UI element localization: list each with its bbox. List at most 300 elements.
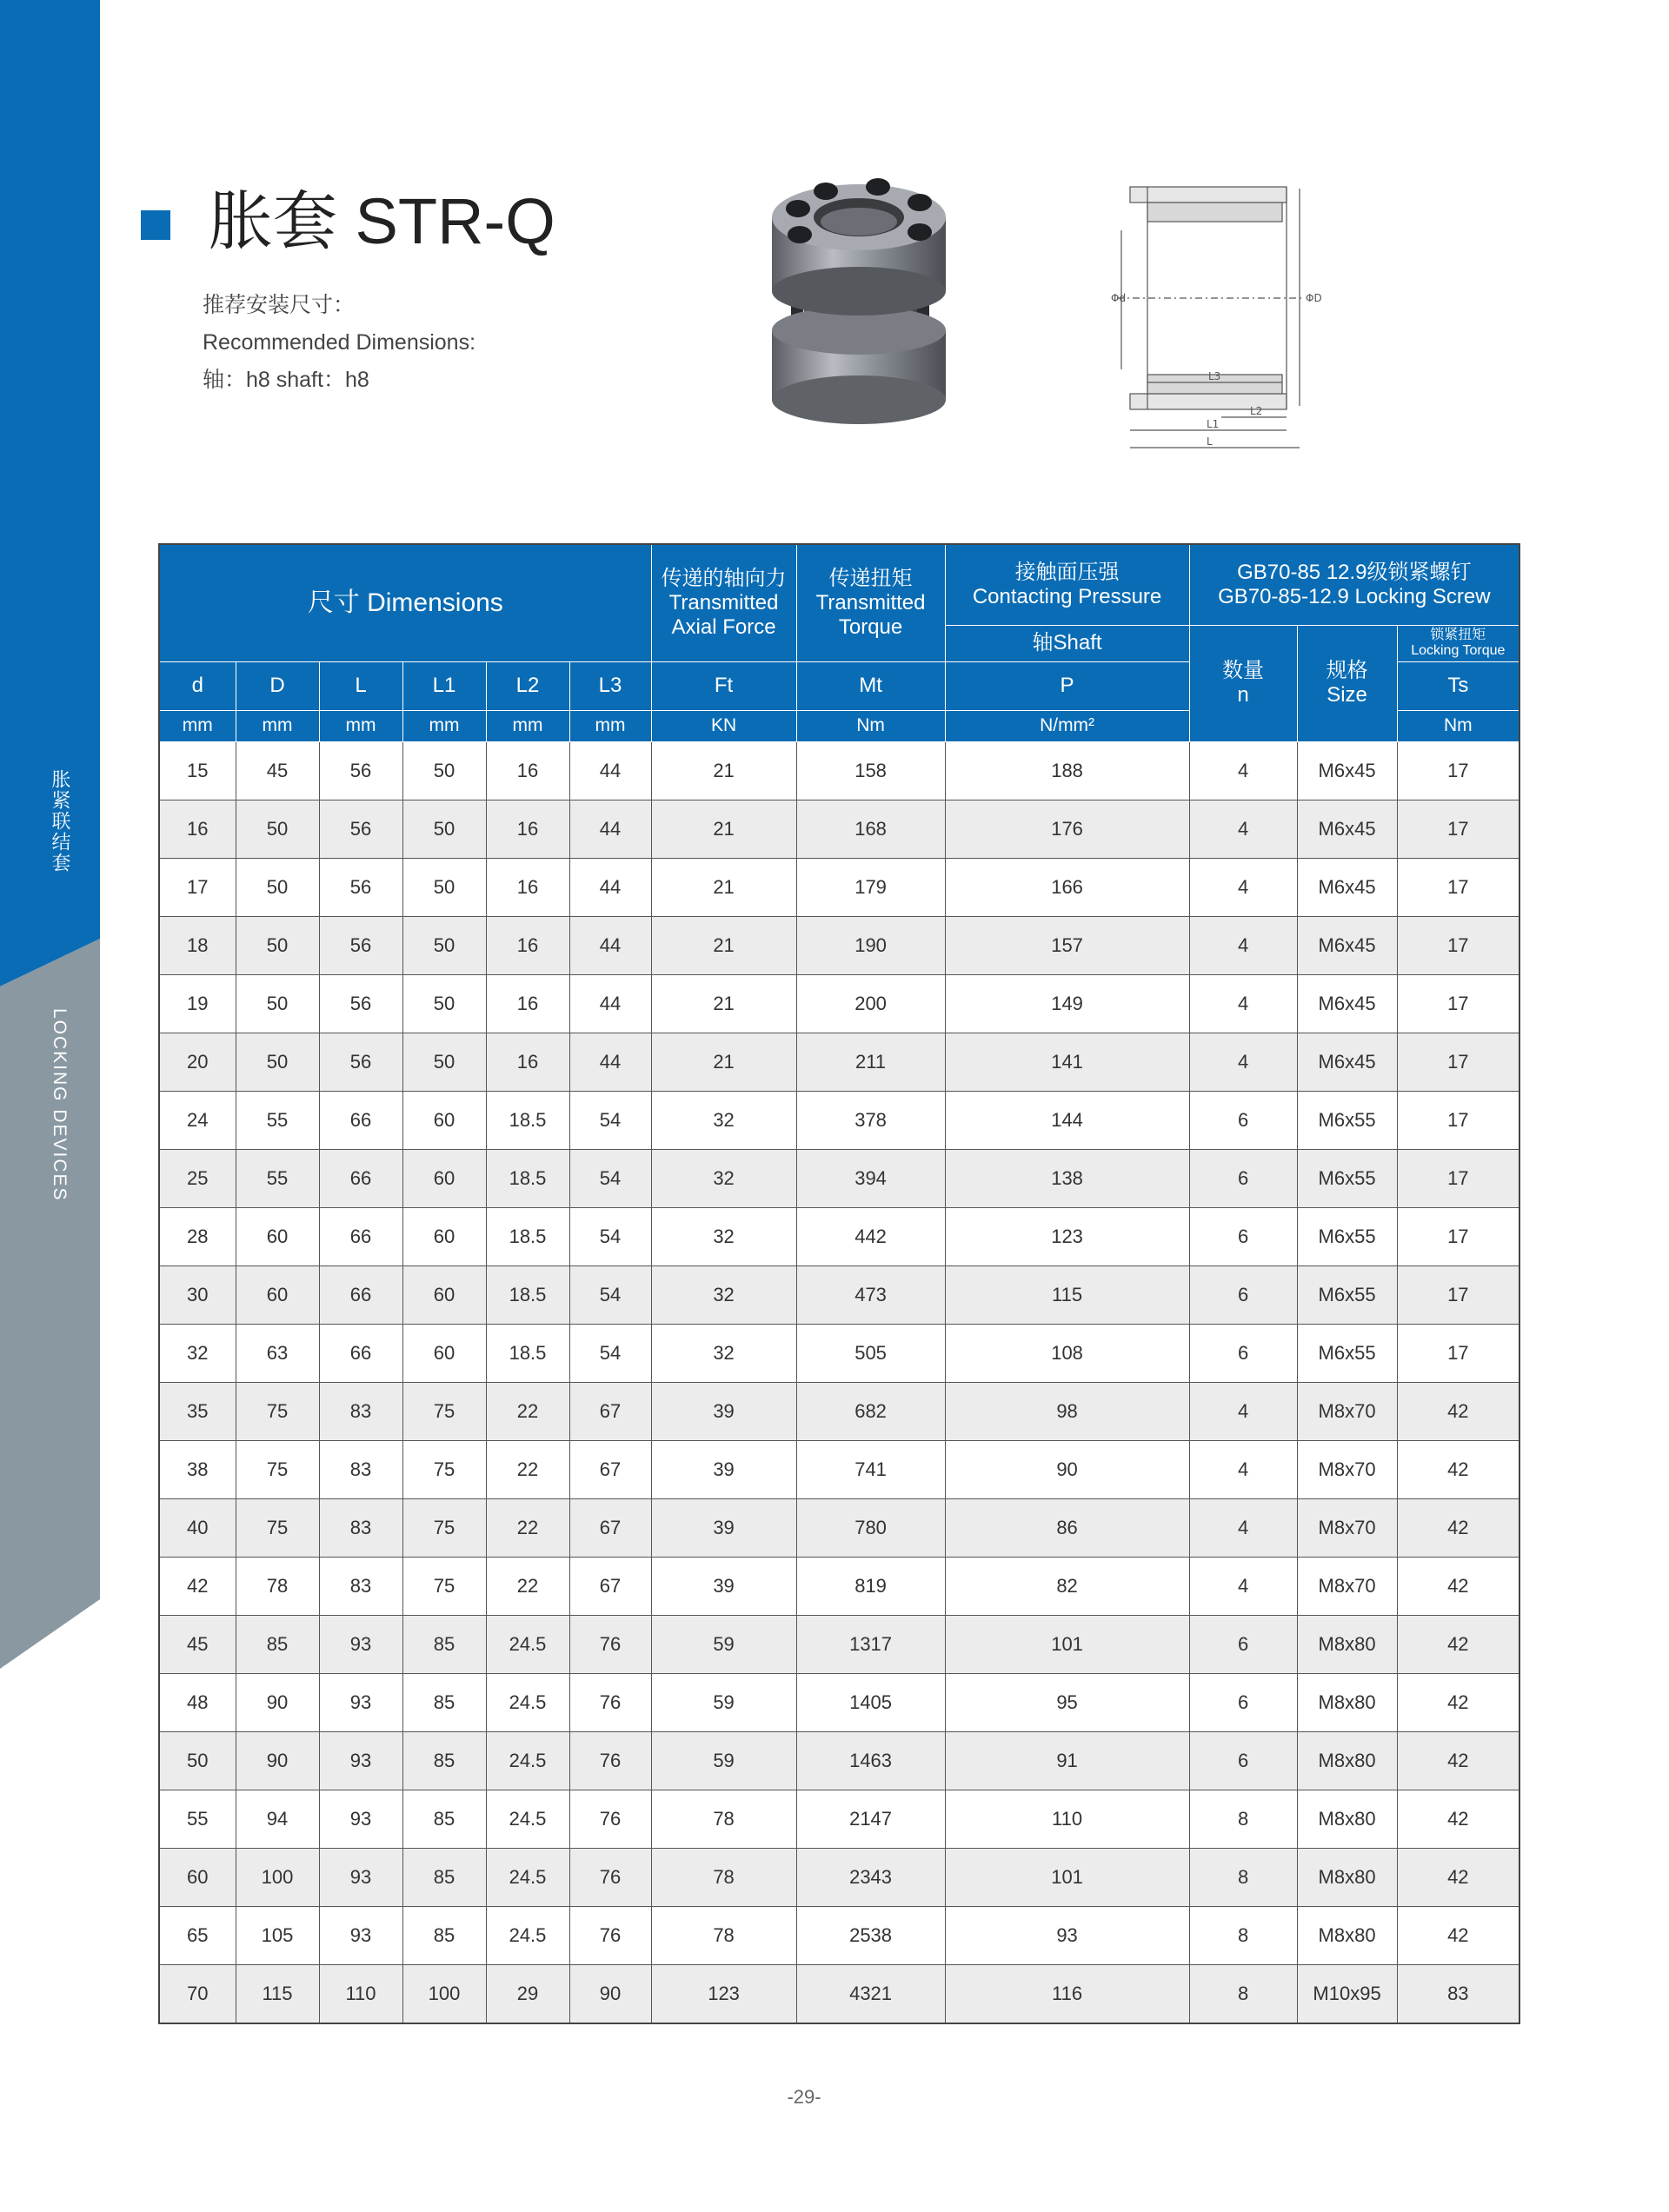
table-row	[159, 1091, 1519, 1149]
table-cell: 85	[402, 1906, 486, 1964]
table-cell: 682	[796, 1382, 945, 1440]
table-cell: 59	[651, 1731, 796, 1790]
column-symbol-l: L	[319, 661, 402, 710]
table-cell: 54	[569, 1091, 651, 1149]
table-cell: 18.5	[486, 1207, 569, 1265]
table-cell: M6x55	[1297, 1207, 1397, 1265]
drawing-label-L3: L3	[1208, 370, 1221, 382]
table-cell: 4	[1189, 1033, 1297, 1091]
table-cell: 100	[236, 1848, 319, 1906]
table-cell: 18.5	[486, 1149, 569, 1207]
table-cell: 1405	[796, 1673, 945, 1731]
table-cell: 24.5	[486, 1673, 569, 1731]
table-cell: 48	[159, 1673, 236, 1731]
table-cell: 93	[319, 1615, 402, 1673]
drawing-label-L2: L2	[1250, 405, 1263, 417]
table-cell: 76	[569, 1790, 651, 1848]
table-cell: 44	[569, 800, 651, 858]
table-cell: 4	[1189, 1498, 1297, 1557]
table-cell: 144	[945, 1091, 1189, 1149]
table-row	[159, 800, 1519, 858]
table-cell: 75	[402, 1440, 486, 1498]
table-cell: 82	[945, 1557, 1189, 1615]
table-cell: 188	[945, 741, 1189, 800]
table-cell: 157	[945, 916, 1189, 974]
table-cell: 44	[569, 974, 651, 1033]
table-cell: 18.5	[486, 1265, 569, 1324]
table-cell: 21	[651, 800, 796, 858]
table-cell: 2343	[796, 1848, 945, 1906]
table-cell: 60	[402, 1091, 486, 1149]
table-cell: 50	[236, 800, 319, 858]
table-cell: 56	[319, 974, 402, 1033]
table-cell: 56	[319, 858, 402, 916]
sidebar-label-cn: 胀紧联结套	[50, 769, 71, 874]
table-cell: 42	[1397, 1906, 1519, 1964]
table-cell: 50	[402, 800, 486, 858]
table-row	[159, 1906, 1519, 1964]
table-cell: 93	[319, 1673, 402, 1731]
table-cell: 67	[569, 1557, 651, 1615]
table-cell: 42	[1397, 1440, 1519, 1498]
column-unit: mm	[402, 710, 486, 741]
table-cell: 108	[945, 1324, 1189, 1382]
table-cell: M10x95	[1297, 1964, 1397, 2023]
torque-header: 传递扭矩 Transmitted Torque	[796, 544, 945, 661]
table-cell: 39	[651, 1557, 796, 1615]
table-cell: 76	[569, 1615, 651, 1673]
table-cell: 39	[651, 1382, 796, 1440]
table-row	[159, 1440, 1519, 1498]
table-cell: 8	[1189, 1848, 1297, 1906]
table-cell: 50	[236, 858, 319, 916]
table-cell: M8x80	[1297, 1906, 1397, 1964]
table-cell: 66	[319, 1265, 402, 1324]
recommend-cn: 推荐安装尺寸：	[203, 293, 356, 317]
table-cell: 2538	[796, 1906, 945, 1964]
quantity-header: 数量 n	[1189, 625, 1297, 741]
table-cell: 22	[486, 1498, 569, 1557]
table-cell: 44	[569, 1033, 651, 1091]
table-cell: M8x70	[1297, 1440, 1397, 1498]
table-cell: 8	[1189, 1906, 1297, 1964]
table-cell: 442	[796, 1207, 945, 1265]
table-cell: 115	[236, 1964, 319, 2023]
table-cell: 90	[569, 1964, 651, 2023]
table-row	[159, 1033, 1519, 1091]
table-row	[159, 858, 1519, 916]
table-cell: 211	[796, 1033, 945, 1091]
table-cell: 40	[159, 1498, 236, 1557]
table-cell: 4	[1189, 916, 1297, 974]
column-symbol-l1: L1	[402, 661, 486, 710]
table-cell: 176	[945, 800, 1189, 858]
table-cell: 158	[796, 741, 945, 800]
table-cell: M6x55	[1297, 1091, 1397, 1149]
table-cell: 78	[651, 1790, 796, 1848]
table-cell: 66	[319, 1324, 402, 1382]
table-cell: 115	[945, 1265, 1189, 1324]
table-cell: 67	[569, 1382, 651, 1440]
table-row	[159, 1848, 1519, 1906]
table-cell: 50	[236, 916, 319, 974]
table-row	[159, 1265, 1519, 1324]
table-cell: 30	[159, 1265, 236, 1324]
table-cell: 29	[486, 1964, 569, 2023]
table-cell: 90	[236, 1673, 319, 1731]
table-cell: 110	[319, 1964, 402, 2023]
column-unit: mm	[159, 710, 236, 741]
table-cell: 85	[402, 1790, 486, 1848]
table-cell: M8x80	[1297, 1731, 1397, 1790]
table-cell: 6	[1189, 1091, 1297, 1149]
recommend-shaft: 轴：h8 shaft：h8	[203, 368, 369, 392]
table-cell: 35	[159, 1382, 236, 1440]
table-cell: 42	[1397, 1848, 1519, 1906]
table-cell: 93	[319, 1906, 402, 1964]
table-cell: 78	[236, 1557, 319, 1615]
table-cell: 75	[236, 1498, 319, 1557]
table-cell: 63	[236, 1324, 319, 1382]
dimensions-header: 尺寸 Dimensions	[159, 544, 651, 661]
table-cell: 76	[569, 1731, 651, 1790]
table-cell: 138	[945, 1149, 1189, 1207]
table-cell: 60	[402, 1265, 486, 1324]
table-cell: 67	[569, 1440, 651, 1498]
table-cell: 168	[796, 800, 945, 858]
table-cell: 17	[1397, 858, 1519, 916]
table-cell: 22	[486, 1440, 569, 1498]
table-cell: 60	[236, 1265, 319, 1324]
table-cell: 17	[1397, 1265, 1519, 1324]
column-symbol-ft: Ft	[651, 661, 796, 710]
table-cell: 21	[651, 858, 796, 916]
table-cell: 6	[1189, 1324, 1297, 1382]
table-cell: 141	[945, 1033, 1189, 1091]
table-cell: 4	[1189, 741, 1297, 800]
table-cell: M6x55	[1297, 1149, 1397, 1207]
table-cell: 93	[945, 1906, 1189, 1964]
table-cell: M6x55	[1297, 1324, 1397, 1382]
table-cell: 32	[651, 1265, 796, 1324]
table-cell: 819	[796, 1557, 945, 1615]
table-cell: 85	[402, 1848, 486, 1906]
table-cell: 83	[319, 1382, 402, 1440]
drawing-label-L1: L1	[1207, 418, 1220, 430]
column-symbol-d: d	[159, 661, 236, 710]
drawing-label-L: L	[1207, 435, 1213, 448]
table-cell: 18.5	[486, 1091, 569, 1149]
table-cell: 42	[1397, 1673, 1519, 1731]
table-cell: 50	[159, 1731, 236, 1790]
table-cell: 50	[402, 741, 486, 800]
table-cell: 38	[159, 1440, 236, 1498]
table-cell: 65	[159, 1906, 236, 1964]
table-cell: 56	[319, 1033, 402, 1091]
column-symbol-l3: L3	[569, 661, 651, 710]
specification-table	[158, 543, 1519, 2024]
table-cell: 24	[159, 1091, 236, 1149]
table-row	[159, 1557, 1519, 1615]
column-unit: KN	[651, 710, 796, 741]
table-cell: 86	[945, 1498, 1189, 1557]
column-unit: mm	[569, 710, 651, 741]
table-cell: 60	[402, 1149, 486, 1207]
table-cell: 101	[945, 1848, 1189, 1906]
table-cell: 54	[569, 1149, 651, 1207]
column-symbol-mt: Mt	[796, 661, 945, 710]
table-cell: 76	[569, 1673, 651, 1731]
column-unit: mm	[319, 710, 402, 741]
table-cell: 100	[402, 1964, 486, 2023]
table-cell: 83	[319, 1440, 402, 1498]
table-cell: 6	[1189, 1731, 1297, 1790]
table-cell: 741	[796, 1440, 945, 1498]
table-cell: 1463	[796, 1731, 945, 1790]
table-cell: 190	[796, 916, 945, 974]
table-cell: 1317	[796, 1615, 945, 1673]
table-cell: 44	[569, 741, 651, 800]
column-symbol-d: D	[236, 661, 319, 710]
table-cell: 75	[402, 1557, 486, 1615]
table-cell: M6x45	[1297, 916, 1397, 974]
table-cell: 17	[159, 858, 236, 916]
recommend-en: Recommended Dimensions:	[203, 330, 476, 355]
table-cell: 505	[796, 1324, 945, 1382]
table-cell: 67	[569, 1498, 651, 1557]
table-cell: 42	[1397, 1382, 1519, 1440]
table-cell: 16	[486, 858, 569, 916]
table-cell: 4	[1189, 858, 1297, 916]
table-cell: 32	[651, 1091, 796, 1149]
table-cell: 17	[1397, 741, 1519, 800]
table-cell: M8x80	[1297, 1790, 1397, 1848]
locking-torque-header: 锁紧扭矩 Locking Torque	[1397, 625, 1519, 661]
table-cell: 85	[402, 1615, 486, 1673]
table-cell: 54	[569, 1207, 651, 1265]
table-cell: 2147	[796, 1790, 945, 1848]
table-cell: 4321	[796, 1964, 945, 2023]
column-symbol-l2: L2	[486, 661, 569, 710]
table-body	[159, 741, 1519, 2023]
table-cell: 56	[319, 741, 402, 800]
table-cell: 149	[945, 974, 1189, 1033]
table-row	[159, 1615, 1519, 1673]
drawing-label-D: ΦD	[1306, 292, 1322, 304]
table-cell: 780	[796, 1498, 945, 1557]
table-cell: 18	[159, 916, 236, 974]
table-cell: 166	[945, 858, 1189, 916]
table-cell: 4	[1189, 1382, 1297, 1440]
table-cell: 25	[159, 1149, 236, 1207]
size-header: 规格 Size	[1297, 625, 1397, 741]
table-row	[159, 1964, 1519, 2023]
column-unit: Nm	[1397, 710, 1519, 741]
table-cell: 19	[159, 974, 236, 1033]
table-cell: 42	[1397, 1731, 1519, 1790]
table-cell: 78	[651, 1848, 796, 1906]
table-cell: 42	[1397, 1615, 1519, 1673]
table-cell: 50	[236, 1033, 319, 1091]
table-cell: 20	[159, 1033, 236, 1091]
table-cell: 66	[319, 1091, 402, 1149]
table-cell: 78	[651, 1906, 796, 1964]
table-cell: 45	[159, 1615, 236, 1673]
table-cell: 4	[1189, 1557, 1297, 1615]
table-cell: 17	[1397, 916, 1519, 974]
table-cell: 66	[319, 1149, 402, 1207]
table-cell: 8	[1189, 1964, 1297, 2023]
table-row	[159, 1498, 1519, 1557]
table-cell: 105	[236, 1906, 319, 1964]
table-cell: M8x70	[1297, 1557, 1397, 1615]
table-cell: 123	[651, 1964, 796, 2023]
table-row	[159, 1790, 1519, 1848]
table-cell: M8x80	[1297, 1615, 1397, 1673]
table-cell: M6x45	[1297, 858, 1397, 916]
table-cell: 21	[651, 741, 796, 800]
table-cell: 42	[1397, 1498, 1519, 1557]
technical-drawing	[1104, 178, 1434, 461]
table-cell: 60	[236, 1207, 319, 1265]
table-cell: M8x70	[1297, 1382, 1397, 1440]
table-cell: 24.5	[486, 1906, 569, 1964]
table-cell: 4	[1189, 974, 1297, 1033]
table-cell: 50	[402, 974, 486, 1033]
table-cell: M6x45	[1297, 741, 1397, 800]
table-cell: 66	[319, 1207, 402, 1265]
table-cell: 21	[651, 1033, 796, 1091]
table-cell: 59	[651, 1673, 796, 1731]
drawing-label-d: Φd	[1111, 292, 1127, 304]
shaft-header: 轴Shaft	[945, 625, 1189, 661]
table-cell: M6x45	[1297, 1033, 1397, 1091]
table-cell: 24.5	[486, 1731, 569, 1790]
table-cell: 42	[1397, 1557, 1519, 1615]
table-cell: 22	[486, 1382, 569, 1440]
table-cell: 75	[236, 1440, 319, 1498]
table-cell: 56	[319, 800, 402, 858]
table-cell: 18.5	[486, 1324, 569, 1382]
table-cell: 17	[1397, 1033, 1519, 1091]
table-cell: M8x80	[1297, 1673, 1397, 1731]
table-row	[159, 1149, 1519, 1207]
table-cell: 32	[651, 1207, 796, 1265]
table-cell: 6	[1189, 1149, 1297, 1207]
table-cell: 70	[159, 1964, 236, 2023]
table-cell: 93	[319, 1790, 402, 1848]
table-cell: M8x70	[1297, 1498, 1397, 1557]
table-cell: 32	[159, 1324, 236, 1382]
table-cell: 54	[569, 1324, 651, 1382]
column-symbol-ts: Ts	[1397, 661, 1519, 710]
table-cell: 17	[1397, 1091, 1519, 1149]
table-row	[159, 1207, 1519, 1265]
title-bullet-icon	[141, 210, 170, 240]
table-cell: 200	[796, 974, 945, 1033]
table-cell: 42	[159, 1557, 236, 1615]
table-cell: 55	[159, 1790, 236, 1848]
table-cell: 60	[159, 1848, 236, 1906]
table-cell: 101	[945, 1615, 1189, 1673]
table-cell: 6	[1189, 1265, 1297, 1324]
table-cell: 56	[319, 916, 402, 974]
table-cell: 44	[569, 916, 651, 974]
table-cell: 95	[945, 1673, 1189, 1731]
table-row	[159, 916, 1519, 974]
table-row	[159, 741, 1519, 800]
table-cell: 16	[159, 800, 236, 858]
table-cell: 54	[569, 1265, 651, 1324]
table-cell: 90	[945, 1440, 1189, 1498]
table-cell: 83	[319, 1498, 402, 1557]
table-cell: 39	[651, 1498, 796, 1557]
column-unit: mm	[236, 710, 319, 741]
table-cell: M6x55	[1297, 1265, 1397, 1324]
table-cell: 83	[319, 1557, 402, 1615]
pressure-header: 接触面压强 Contacting Pressure	[945, 544, 1189, 625]
table-cell: M8x80	[1297, 1848, 1397, 1906]
table-cell: M6x45	[1297, 974, 1397, 1033]
table-cell: 75	[402, 1382, 486, 1440]
table-cell: 75	[402, 1498, 486, 1557]
page-number: -29-	[787, 2086, 821, 2108]
table-cell: 394	[796, 1149, 945, 1207]
table-cell: 55	[236, 1091, 319, 1149]
table-cell: 24.5	[486, 1848, 569, 1906]
table-cell: 21	[651, 974, 796, 1033]
table-cell: 179	[796, 858, 945, 916]
page-title: 胀套 STR-Q	[209, 185, 555, 257]
table-cell: 116	[945, 1964, 1189, 2023]
table-row	[159, 1731, 1519, 1790]
table-cell: 85	[402, 1673, 486, 1731]
table-cell: 60	[402, 1324, 486, 1382]
table-cell: 60	[402, 1207, 486, 1265]
table-cell: 473	[796, 1265, 945, 1324]
table-cell: 93	[319, 1848, 402, 1906]
table-cell: 110	[945, 1790, 1189, 1848]
table-cell: 50	[402, 916, 486, 974]
column-symbol-p: P	[945, 661, 1189, 710]
table-row	[159, 974, 1519, 1033]
table-cell: 123	[945, 1207, 1189, 1265]
table-cell: 32	[651, 1149, 796, 1207]
sidebar-label-en: LOCKING DEVICES	[50, 1008, 70, 1202]
table-cell: 93	[319, 1731, 402, 1790]
table-cell: 6	[1189, 1673, 1297, 1731]
table-cell: 90	[236, 1731, 319, 1790]
column-unit: N/mm²	[945, 710, 1189, 741]
table-cell: 378	[796, 1091, 945, 1149]
table-cell: 76	[569, 1848, 651, 1906]
table-cell: 6	[1189, 1207, 1297, 1265]
table-cell: 50	[402, 858, 486, 916]
column-unit: Nm	[796, 710, 945, 741]
screw-header: GB70-85 12.9级锁紧螺钉 GB70-85-12.9 Locking Screw	[1189, 544, 1519, 625]
table-cell: M6x45	[1297, 800, 1397, 858]
table-cell: 50	[236, 974, 319, 1033]
table-cell: 91	[945, 1731, 1189, 1790]
axial-force-header: 传递的轴向力 Transmitted Axial Force	[651, 544, 796, 661]
table-cell: 85	[402, 1731, 486, 1790]
table-cell: 16	[486, 916, 569, 974]
table-cell: 45	[236, 741, 319, 800]
table-row	[159, 1324, 1519, 1382]
table-cell: 42	[1397, 1790, 1519, 1848]
table-cell: 55	[236, 1149, 319, 1207]
table-cell: 98	[945, 1382, 1189, 1440]
